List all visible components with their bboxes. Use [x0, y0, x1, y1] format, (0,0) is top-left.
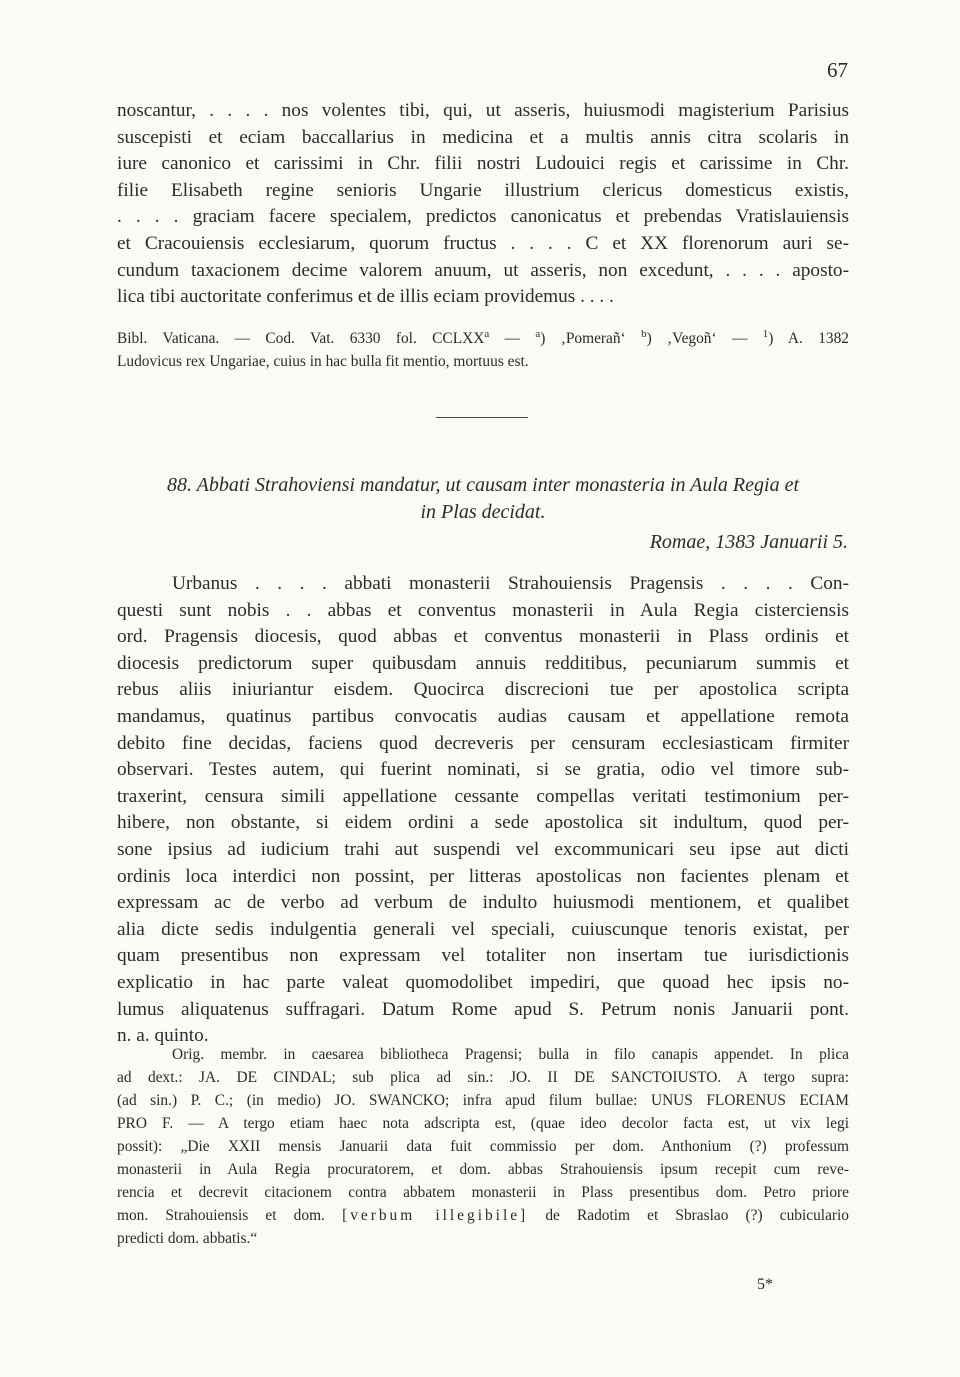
note-text: de Radotim et Sbraslao (?) cubiculario [528, 1207, 850, 1224]
text-line: observari. Testes autem, qui fuerint nominati, si se gratia, odio vel timore sub- [117, 759, 849, 781]
footnote-mark: a [535, 327, 541, 340]
note-text: ) ‚Pomerañ‘ [540, 330, 642, 347]
text-line: noscantur, . . . . nos volentes tibi, qui, ut asseris, huiusmodi magisterium Parisius [117, 100, 849, 121]
text-line: sone ipsius ad iudicium trahi aut suspendi vel excommunicari seu ipse aut dicti [117, 838, 849, 860]
text-line: diocesis predictorum super quibusdam annuis redditibus, pecuniarum summis et [117, 652, 849, 674]
text-line: hibere, non obstante, si eidem ordini a sede apostolica sit indultum, quod per- [117, 812, 849, 834]
heading-line: in Plas decidat. [420, 501, 546, 523]
text-line: traxerint, censura simili appellatione cessante compellas veritati testimonium per- [117, 785, 849, 807]
text-line: explicatio in hac parte valeat quomodolibet impediri, que quoad hec ipsis no- [117, 971, 849, 993]
note-text: mon. Strahouiensis et dom. [117, 1207, 325, 1224]
note-line: monasterii in Aula Regia procuratorem, et dom. abbas Strahouiensis ipsum recepit cum reve- [117, 1161, 849, 1178]
note-line: possit): „Die XXII mensis Januarii data fuit commissio per dom. Anthonium (?) professum [117, 1138, 849, 1155]
text-line: suscepisti et eciam baccallarius in medicina et a multis annis citra scolaris in [117, 126, 849, 148]
illegible-marker: [verbum illegibile] [342, 1207, 529, 1224]
note-line [117, 327, 849, 350]
source-note-2 [117, 1043, 849, 1250]
signature-mark: 5* [757, 1276, 773, 1293]
note-text: ) A. 1382 [768, 330, 849, 347]
text-line: filie Elisabeth regine senioris Ungarie illustrium clericus domesticus existis, [117, 179, 849, 201]
note-line: (ad sin.) P. C.; (in medio) JO. SWANCKO; infra apud filum bullae: UNUS FLORENUS ECIAM [117, 1092, 849, 1109]
text-line: ord. Pragensis diocesis, quod abbas et conventus monasterii in Plass ordinis et [117, 626, 849, 648]
note-text: ) ‚Vegoñ‘ — [646, 330, 763, 347]
note-line: ad dext.: JA. DE CINDAL; sub plica ad sin.: JO. II DE SANCTOIUSTO. A tergo supra: [117, 1069, 849, 1086]
note-line: Ludovicus rex Ungariae, cuius in hac bulla fit mentio, mortuus est. [117, 353, 529, 370]
text-line: quam presentibus non expressam vel totaliter non insertam tue iurisdictionis [117, 945, 849, 967]
text-line: cundum taxacionem decime valorem anuum, ut asseris, non excedunt, . . . . aposto- [117, 259, 849, 281]
continuation-text [117, 98, 849, 311]
text-line: mandamus, quatinus partibus convocatis audias causam et appellatione remota [117, 705, 849, 727]
footnote-mark: b [641, 327, 647, 340]
text-line: et Cracouiensis ecclesiarum, quorum fructus . . . . C et XX florenorum auri se- [117, 232, 849, 254]
text-line: iure canonico et carissimi in Chr. filii nostri Ludouici regis et carissime in Chr. [117, 153, 849, 175]
text-line: n. a. quinto. [117, 1025, 209, 1047]
heading-line: 88. Abbati Strahoviensi mandatur, ut causam inter monasteria in Aula Regia et [166, 474, 799, 496]
text-line: expressam ac de verbo ad verbum de indulto huiusmodi mentionem, et qualibet [117, 892, 849, 914]
document-date: Romae, 1383 Januarii 5. [649, 531, 848, 553]
note-line: Orig. membr. in caesarea bibliotheca Pragensi; bulla in filo canapis appendet. In plica [172, 1046, 849, 1063]
footnote-mark: a [484, 327, 490, 340]
page-number: 67 [827, 58, 848, 82]
text-line: lica tibi auctoritate conferimus et de illis eciam providemus . . . . [117, 286, 614, 308]
footnote-mark: 1 [762, 327, 769, 340]
note-line: rencia et decrevit citacionem contra abbatem monasterii in Plass presentibus dom. Petro priore [117, 1184, 849, 1201]
note-text: — [489, 330, 536, 347]
text-line: alia dicte sedis indulgentia generali vel speciali, cuiuscunque tenoris existat, per [117, 918, 849, 940]
document-body [117, 571, 849, 1050]
source-note-1 [117, 327, 849, 373]
text-line: ordinis loca interdici non possint, per litteras apostolicas non facientes plenam et [117, 865, 849, 887]
text-line: debito fine decidas, faciens quod decreveris per censuram ecclesiasticam firmiter [117, 732, 849, 754]
text-line: lumus aliquatenus suffragari. Datum Rome apud S. Petrum nonis Januarii pont. [117, 998, 849, 1020]
section-divider [436, 417, 528, 418]
text-line: questi sunt nobis . . abbas et conventus monasterii in Aula Regia cisterciensis [117, 599, 849, 621]
document-heading [117, 472, 849, 526]
text-line: . . . . graciam facere specialem, predictos canonicatus et prebendas Vratislauiensis [117, 206, 849, 228]
note-line: predicti dom. abbatis.“ [117, 1230, 258, 1247]
note-text: Bibl. Vaticana. — Cod. Vat. 6330 fol. CCLXX [117, 330, 485, 347]
note-line [117, 1204, 849, 1227]
text-line: rebus aliis iniuriantur eisdem. Quocirca discrecioni tue per apostolica scripta [117, 679, 849, 701]
note-line: PRO F. — A tergo etiam haec nota adscripta est, (quae ideo decolor facta est, ut vix legi [117, 1115, 849, 1132]
text-line: Urbanus . . . . abbati monasterii Strahouiensis Pragensis . . . . Con- [172, 573, 849, 594]
